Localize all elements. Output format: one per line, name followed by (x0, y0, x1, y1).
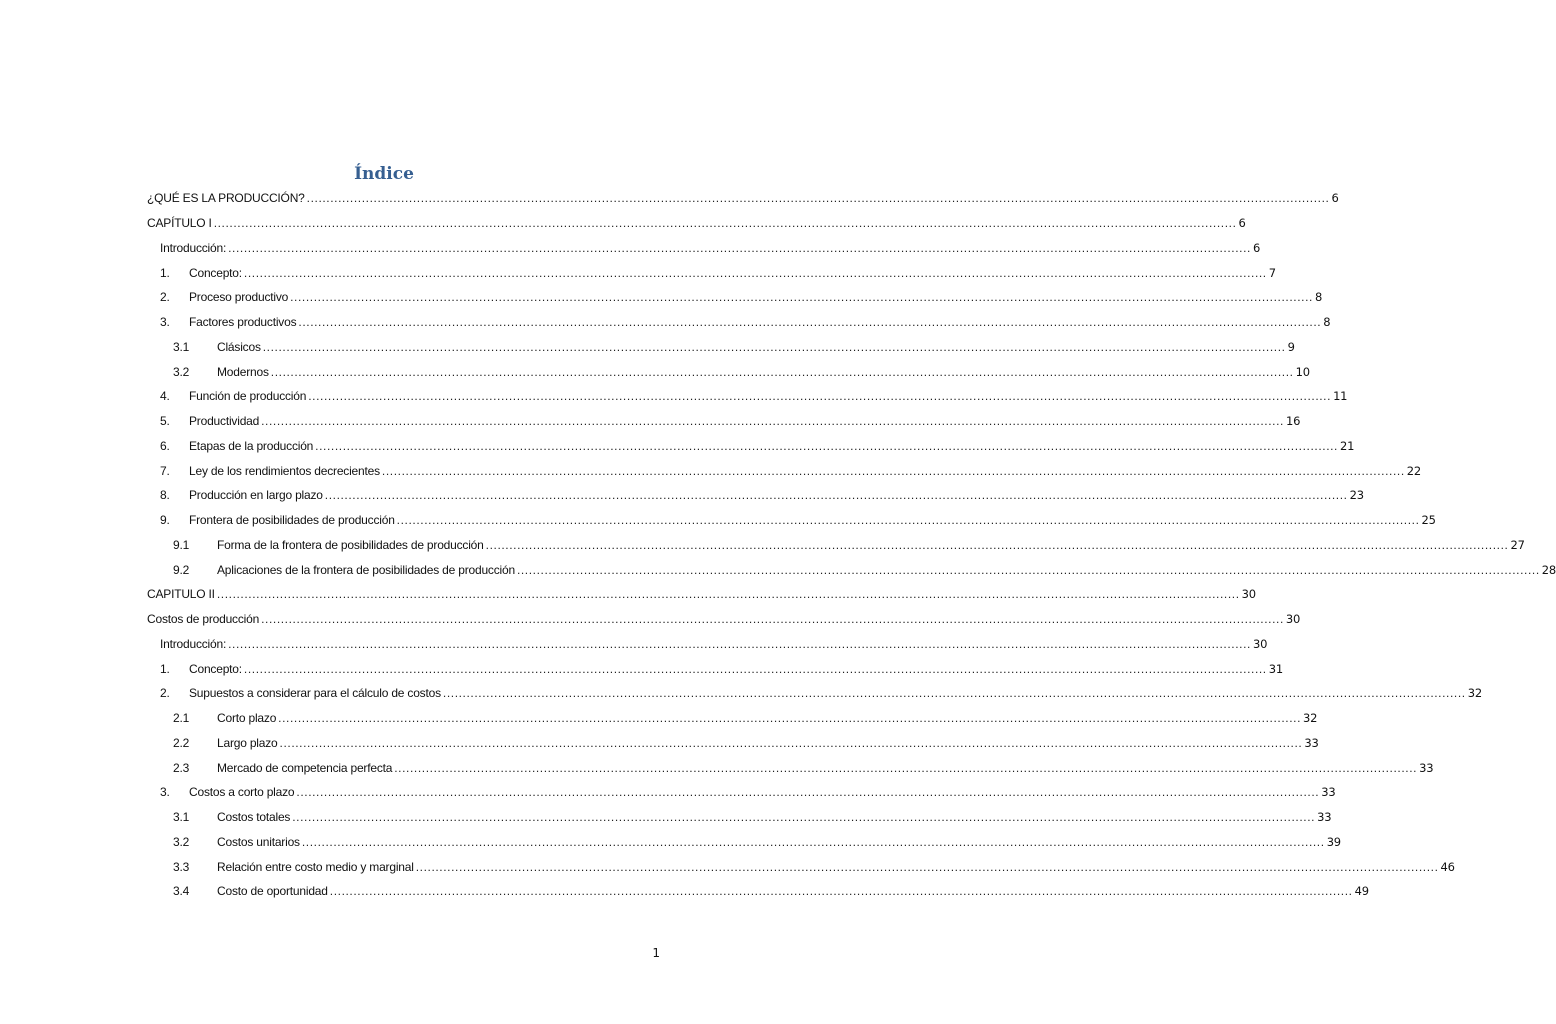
toc-entry-page: 16 (1285, 414, 1301, 429)
toc-entry[interactable] (147, 236, 1261, 261)
dot-leader: .................................................................................................................................................................................................................................................................... (415, 859, 1439, 874)
toc-entry[interactable] (147, 607, 1301, 632)
toc-entry-label: CAPÍTULO I (147, 216, 212, 231)
toc-entry-page: 30 (1252, 636, 1268, 651)
toc-entry-number: 3.4 (173, 884, 190, 899)
toc-entry-label: Largo plazo (217, 735, 278, 750)
toc-entry-page: 21 (1340, 438, 1355, 453)
dot-leader: .................................................................................................................................................................................................................................................................... (308, 389, 1332, 404)
toc-entry-label: Costos de producción (147, 612, 260, 627)
toc-entry-label: Supuestos a considerar para el cálculo de costos (189, 686, 441, 701)
toc-entry[interactable] (147, 409, 1301, 434)
toc-entry-number: 4. (160, 389, 170, 404)
toc-entry[interactable] (147, 706, 1318, 731)
dot-leader: .................................................................................................................................................................................................................................................................... (306, 191, 1330, 206)
toc-entry-number: 6. (160, 438, 170, 453)
dot-leader: .................................................................................................................................................................................................................................................................... (394, 760, 1418, 775)
toc-entry-number: 3.2 (173, 834, 190, 849)
toc-entry-page: 32 (1467, 686, 1482, 701)
toc-entry-label: Costos a corto plazo (189, 785, 295, 800)
toc-entry-label: Clásicos (217, 339, 261, 354)
toc-entry-number: 5. (160, 414, 170, 429)
toc-entry-number: 9. (160, 513, 170, 528)
toc-entry[interactable] (147, 508, 1436, 533)
toc-entry[interactable] (147, 656, 1283, 681)
toc-entry-label: Productividad (189, 414, 260, 429)
toc-entry[interactable] (147, 805, 1332, 830)
toc-entry-label: Costo de oportunidad (217, 884, 328, 899)
dot-leader: .................................................................................................................................................................................................................................................................... (329, 884, 1353, 899)
dot-leader: .................................................................................................................................................................................................................................................................... (290, 290, 1313, 305)
toc-entry-page: 22 (1406, 463, 1421, 478)
dot-leader: .................................................................................................................................................................................................................................................................... (442, 686, 1466, 701)
toc-entry-page: 9 (1287, 339, 1295, 354)
toc-entry-number: 1. (160, 265, 170, 280)
toc-entry-page: 49 (1354, 884, 1369, 899)
toc-entry-page: 33 (1321, 785, 1336, 800)
toc-entry-page: 10 (1295, 364, 1310, 379)
dot-leader: .................................................................................................................................................................................................................................................................... (228, 636, 1251, 651)
toc-entry-label: Costos totales (217, 810, 291, 825)
toc-entry[interactable] (147, 731, 1319, 756)
dot-leader: .................................................................................................................................................................................................................................................................... (278, 711, 1302, 726)
toc-entry-number: 3.2 (173, 364, 190, 379)
toc-entry-page: 25 (1421, 513, 1436, 528)
dot-leader: .................................................................................................................................................................................................................................................................... (296, 785, 1320, 800)
toc-entry[interactable] (147, 533, 1525, 558)
toc-entry-label: ¿QUÉ ES LA PRODUCCIÓN? (147, 191, 305, 206)
toc-entry-page: 6 (1252, 240, 1261, 255)
toc-entry-label: Concepto: (189, 661, 242, 676)
dot-leader: .................................................................................................................................................................................................................................................................... (516, 562, 1540, 577)
toc-entry-page: 28 (1541, 562, 1556, 577)
dot-leader: .................................................................................................................................................................................................................................................................... (315, 438, 1338, 453)
toc-entry[interactable] (147, 359, 1310, 384)
toc-entry-page: 7 (1268, 265, 1276, 280)
toc-entry[interactable] (147, 384, 1348, 409)
toc-entry-page: 39 (1326, 834, 1341, 849)
toc-entry-page: 11 (1333, 389, 1348, 404)
dot-leader: .................................................................................................................................................................................................................................................................... (213, 216, 1237, 231)
toc-entry-page: 32 (1303, 711, 1318, 726)
toc-entry-page: 6 (1238, 216, 1246, 231)
toc-entry-number: 8. (160, 488, 170, 503)
dot-leader: .................................................................................................................................................................................................................................................................... (270, 364, 1294, 379)
toc-entry-label: Concepto: (189, 265, 242, 280)
toc-entry[interactable] (147, 483, 1364, 508)
toc-entry[interactable] (147, 879, 1369, 904)
toc-entry-number: 2.3 (173, 760, 190, 775)
toc-entry[interactable] (147, 458, 1421, 483)
dot-leader: .................................................................................................................................................................................................................................................................... (485, 537, 1509, 552)
dot-leader: .................................................................................................................................................................................................................................................................... (381, 463, 1405, 478)
toc-entry[interactable] (147, 582, 1256, 607)
toc-entry-page: 31 (1268, 661, 1283, 676)
toc-entry[interactable] (147, 310, 1331, 335)
toc-entry[interactable] (147, 335, 1295, 360)
toc-entry-label: Proceso productivo (189, 290, 289, 305)
toc-entry-page: 27 (1510, 537, 1525, 552)
toc-entry-number: 1. (160, 661, 170, 676)
toc-entry-page: 23 (1349, 488, 1364, 503)
toc-entry-label: Frontera de posibilidades de producción (189, 513, 395, 528)
toc-entry[interactable] (147, 780, 1336, 805)
toc-entry-label: Factores productivos (189, 315, 297, 330)
toc-entry-page: 33 (1419, 760, 1434, 775)
dot-leader: .................................................................................................................................................................................................................................................................... (243, 661, 1267, 676)
toc-entry-number: 3. (160, 315, 170, 330)
toc-entry-number: 9.1 (173, 537, 190, 552)
toc-entry[interactable] (147, 755, 1434, 780)
toc-entry-number: 9.2 (173, 562, 190, 577)
dot-leader: .................................................................................................................................................................................................................................................................... (292, 810, 1316, 825)
toc-entry-number: 2.2 (173, 735, 190, 750)
toc-entry-number: 2. (160, 290, 170, 305)
dot-leader: .................................................................................................................................................................................................................................................................... (228, 240, 1251, 255)
toc-entry[interactable] (147, 186, 1339, 211)
toc-entry-number: 3.1 (173, 810, 190, 825)
dot-leader: .................................................................................................................................................................................................................................................................... (324, 488, 1348, 503)
toc-entry-page: 6 (1331, 191, 1339, 206)
toc-entry[interactable] (147, 632, 1268, 657)
toc-entry-number: 3.1 (173, 339, 190, 354)
toc-entry-label: Costos unitarios (217, 834, 300, 849)
toc-entry-label: Producción en largo plazo (189, 488, 323, 503)
dot-leader: .................................................................................................................................................................................................................................................................... (396, 513, 1420, 528)
toc-entry-label: Relación entre costo medio y marginal (217, 859, 414, 874)
toc-entry-label: Etapas de la producción (189, 438, 314, 453)
toc-entry[interactable] (147, 854, 1455, 879)
toc-entry-number: 3.3 (173, 859, 190, 874)
toc-entry-label: Aplicaciones de la frontera de posibilidades de producción (217, 562, 515, 577)
toc-entry[interactable] (147, 681, 1482, 706)
dot-leader: .................................................................................................................................................................................................................................................................... (279, 735, 1303, 750)
toc-entry[interactable] (147, 557, 1556, 582)
toc-entry-label: CAPITULO II (147, 587, 215, 602)
toc-entry-number: 3. (160, 785, 170, 800)
dot-leader: .................................................................................................................................................................................................................................................................... (261, 414, 1284, 429)
toc-entry[interactable] (147, 285, 1323, 310)
toc-entry-label: Modernos (217, 364, 269, 379)
toc-title: Índice (354, 164, 414, 184)
dot-leader: .................................................................................................................................................................................................................................................................... (262, 339, 1286, 354)
toc-entry-number: 7. (160, 463, 170, 478)
toc-entry-label: Corto plazo (217, 711, 277, 726)
toc-entry-number: 2. (160, 686, 170, 701)
dot-leader: .................................................................................................................................................................................................................................................................... (261, 612, 1284, 627)
toc-entry-label: Mercado de competencia perfecta (217, 760, 393, 775)
toc-entry-label: Forma de la frontera de posibilidades de producción (217, 537, 484, 552)
toc-entry-page: 33 (1317, 810, 1332, 825)
toc-entry-label: Introducción: (160, 636, 227, 651)
toc-entry[interactable] (147, 830, 1341, 855)
toc-entry[interactable] (147, 434, 1355, 459)
toc-entry-label: Ley de los rendimientos decrecientes (189, 463, 380, 478)
dot-leader: .................................................................................................................................................................................................................................................................... (243, 265, 1267, 280)
toc-entry-page: 30 (1241, 587, 1256, 602)
toc-entry-number: 2.1 (173, 711, 190, 726)
toc-entry-page: 46 (1440, 859, 1455, 874)
toc-entry-page: 8 (1323, 315, 1331, 330)
toc-entry-page: 8 (1314, 290, 1323, 305)
table-of-contents (147, 186, 1556, 904)
dot-leader: .................................................................................................................................................................................................................................................................... (301, 834, 1325, 849)
toc-entry-page: 30 (1285, 612, 1301, 627)
dot-leader: .................................................................................................................................................................................................................................................................... (216, 587, 1240, 602)
toc-entry-label: Introducción: (160, 240, 227, 255)
toc-entry[interactable] (147, 260, 1276, 285)
toc-entry[interactable] (147, 211, 1246, 236)
toc-entry-page: 33 (1304, 735, 1319, 750)
toc-entry-label: Función de producción (189, 389, 307, 404)
page-number: 1 (652, 946, 660, 960)
dot-leader: .................................................................................................................................................................................................................................................................... (298, 315, 1322, 330)
